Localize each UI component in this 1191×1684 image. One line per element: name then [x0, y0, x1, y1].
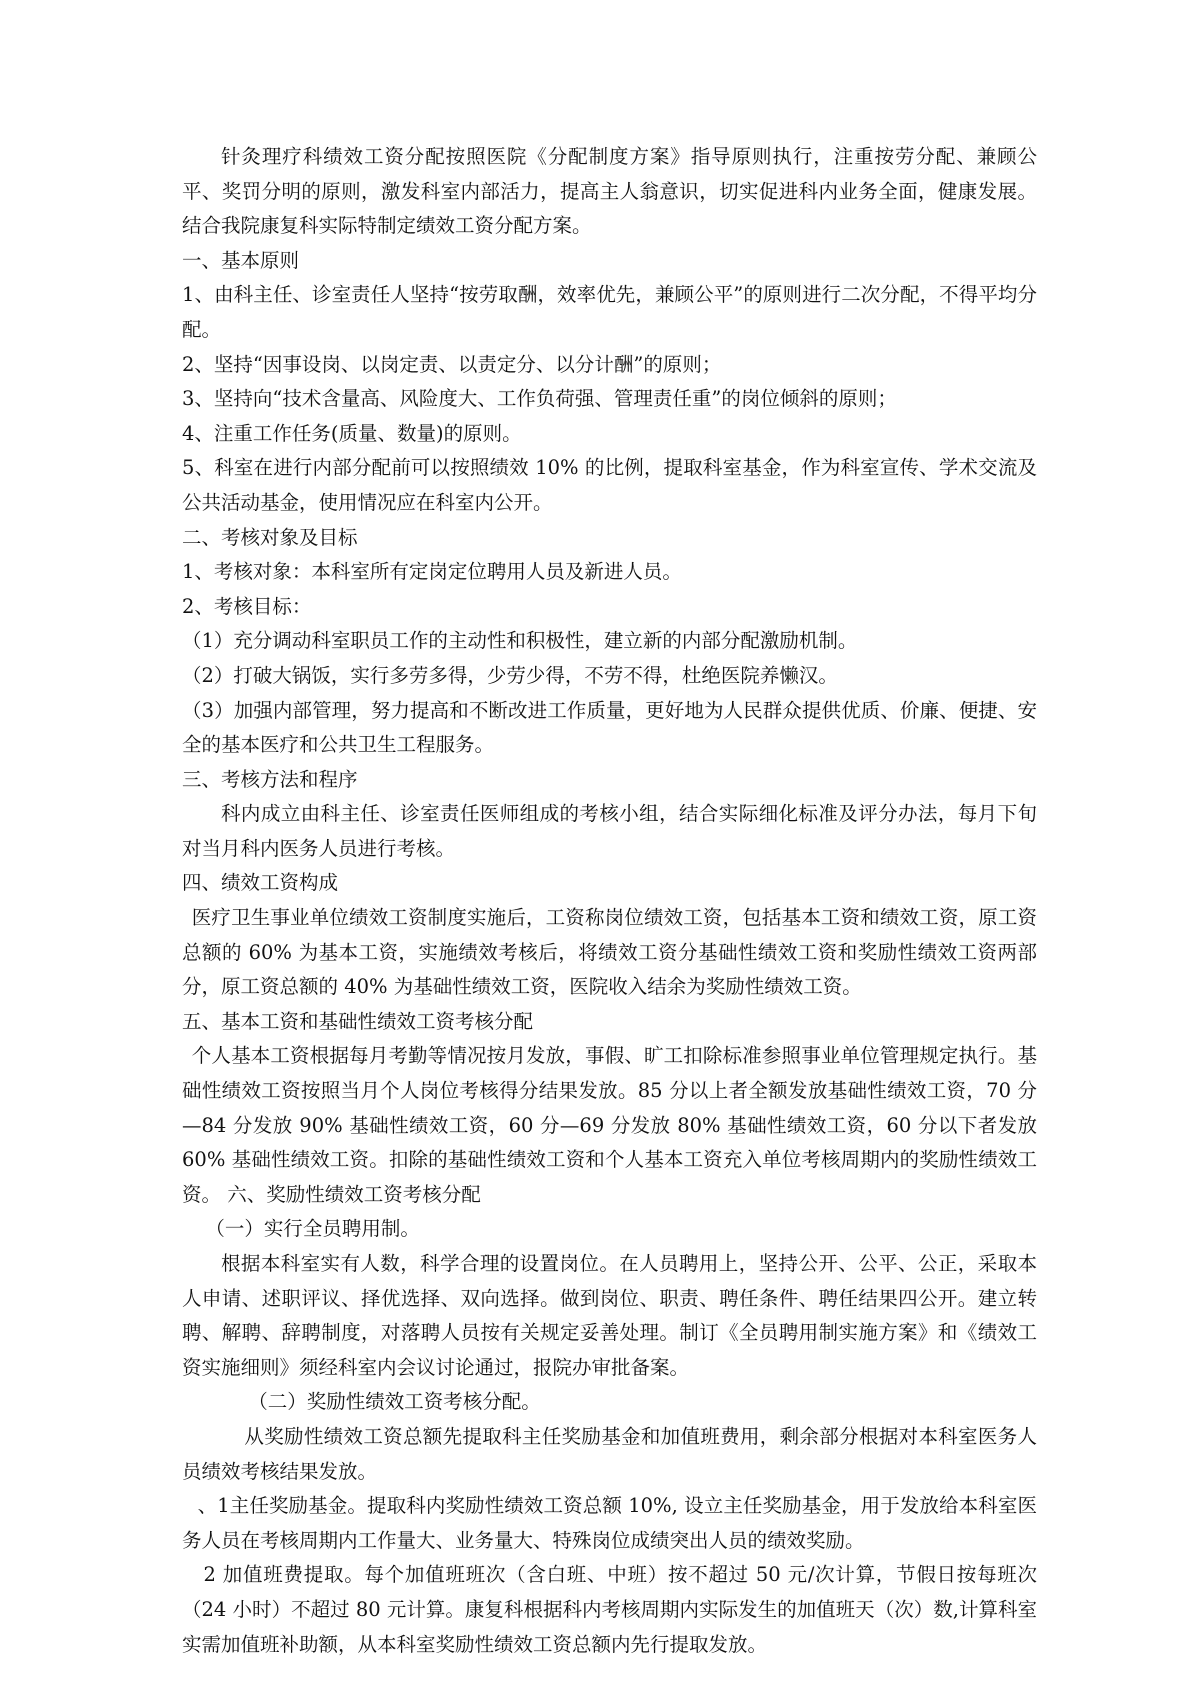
- composition-paragraph: 医疗卫生事业单位绩效工资制度实施后，工资称岗位绩效工资，包括基本工资和绩效工资，原工资总额的 60% 为基本工资，实施绩效考核后，将绩效工资分基础性绩效工资和奖励性绩效工资两部分，原工资总额的 40% 为基础性绩效工资，医院收入结余为奖励性绩效工资。: [182, 906, 1037, 999]
- assessment-goal-heading: 2、考核目标：: [182, 594, 312, 618]
- document-body: [182, 140, 1037, 1662]
- employment-paragraph: 根据本科室实有人数，科学合理的设置岗位。在人员聘用上，坚持公开、公平、公正，采取本人申请、述职评议、择优选择、双向选择。做到岗位、职责、聘任条件、聘任结果四公开。建立转聘、解聘、辞聘制度，对落聘人员按有关规定妥善处理。制订《全员聘用制实施方案》和《绩效工资实施细则》须经科室内会议讨论通过，报院办审批备案。: [182, 1252, 1037, 1379]
- director-fund-paragraph: 、1主任奖励基金。提取科内奖励性绩效工资总额 10%, 设立主任奖励基金，用于发放给本科室医务人员在考核周期内工作量大、业务量大、特殊岗位成绩突出人员的绩效奖励。: [182, 1494, 1037, 1552]
- assessment-object: 1、考核对象：本科室所有定岗定位聘用人员及新进人员。: [182, 560, 682, 584]
- principle-item-2: 2、坚持“因事设岗、以岗定责、以责定分、以分计酬”的原则；: [182, 352, 722, 376]
- basic-salary-paragraph: 个人基本工资根据每月考勤等情况按月发放，事假、旷工扣除标准参照事业单位管理规定执行。基础性绩效工资按照当月个人岗位考核得分结果发放。85 分以上者全额发放基础性绩效工资，70 分—84 分发放 90% 基础性绩效工资，60 分—69 分发放 80% 基础性绩效工资，60 分以下者发放 60% 基础性绩效工资。扣除的基础性绩效工资和个人基本工资充入单位考核周期内的奖励性绩效工资。 六、奖励性绩效工资考核分配: [182, 1044, 1037, 1206]
- goal-item-1: （1）充分调动科室职员工作的主动性和积极性，建立新的内部分配激励机制。: [182, 629, 858, 653]
- duty-fee-paragraph: 2 加值班费提取。每个加值班班次（含白班、中班）按不超过 50 元/次计算，节假日按每班次（24 小时）不超过 80 元计算。康复科根据科内考核周期内实际发生的加值班天（次）数,计算科室实需加值班补助额，从本科室奖励性绩效工资总额内先行提取发放。: [182, 1563, 1037, 1656]
- principle-item-4: 4、注重工作任务(质量、数量)的原则。: [182, 421, 522, 445]
- section-heading-4: 四、绩效工资构成: [182, 871, 339, 895]
- subsection-heading-2: （二）奖励性绩效工资考核分配。: [248, 1390, 541, 1414]
- principle-item-3: 3、坚持向“技术含量高、风险度大、工作负荷强、管理责任重”的岗位倾斜的原则；: [182, 387, 897, 411]
- subsection-heading-1: （一）实行全员聘用制。: [205, 1217, 420, 1241]
- section-heading-5: 五、基本工资和基础性绩效工资考核分配: [182, 1009, 534, 1033]
- method-paragraph: 科内成立由科主任、诊室责任医师组成的考核小组，结合实际细化标准及评分办法，每月下旬对当月科内医务人员进行考核。: [182, 802, 1037, 860]
- section-heading-3: 三、考核方法和程序: [182, 767, 358, 791]
- principle-item-1: 1、由科主任、诊室责任人坚持“按劳取酬，效率优先，兼顾公平”的原则进行二次分配，不得平均分配。: [182, 283, 1037, 341]
- principle-item-5: 5、科室在进行内部分配前可以按照绩效 10% 的比例，提取科室基金，作为科室宣传、学术交流及公共活动基金，使用情况应在科室内公开。: [182, 456, 1037, 514]
- section-heading-2: 二、考核对象及目标: [182, 525, 358, 549]
- incentive-paragraph: 从奖励性绩效工资总额先提取科主任奖励基金和加值班费用，剩余部分根据对本科室医务人员绩效考核结果发放。: [182, 1424, 1037, 1483]
- goal-item-2: （2）打破大锅饭，实行多劳多得，少劳少得，不劳不得，杜绝医院养懒汉。: [182, 663, 838, 687]
- goal-item-3: （3）加强内部管理，努力提高和不断改进工作质量，更好地为人民群众提供优质、价廉、便捷、安全的基本医疗和公共卫生工程服务。: [182, 698, 1037, 757]
- intro-paragraph: 针灸理疗科绩效工资分配按照医院《分配制度方案》指导原则执行，注重按劳分配、兼顾公平、奖罚分明的原则，激发科室内部活力，提高主人翁意识，切实促进科内业务全面，健康发展。结合我院康复科实际特制定绩效工资分配方案。: [182, 145, 1037, 238]
- section-heading-1: 一、基本原则: [182, 248, 300, 272]
